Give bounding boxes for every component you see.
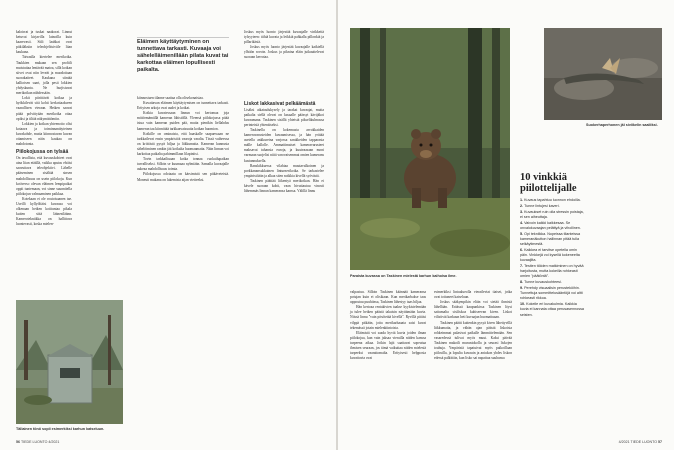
tip-number: 3. bbox=[520, 209, 524, 214]
tip-number: 6. bbox=[520, 247, 524, 252]
paragraph: Piilokojussa odotaatu on kärsimistä sen pitkäveteistä. Moneuti mukana on lukemista aijan vietteeksi. bbox=[137, 172, 229, 182]
tip-text: Tunne lintujesi kaveri. bbox=[524, 203, 560, 208]
magazine-issue: TIEDE LUONTO 4/2021 bbox=[20, 440, 60, 444]
paragraph: Taskinen päättää liikentyä merikotkan. Hän ei kävele suoraan kohti, vaan hivuttautuu vinosti lähemmäs linnun kameransa kanssa. Välillä linnu bbox=[244, 178, 324, 194]
page-number: 56 bbox=[16, 440, 20, 444]
tip-item bbox=[520, 232, 584, 248]
photo-caption: Tällainen tönö sopii esimerkiksi karhun katseluun. bbox=[16, 427, 105, 431]
paragraph: Taivaalla kiertelee merikotka. Taukkien mukaan sen profiili muistuttaa lentävää matoa, sillä kotkan siivet ovat niin leveät ja muodottaan suorakaiteet. Kaukana siintää kallioisen saari, jolla pesii lokkien yhdyskunta. Ne hurjistuvat merikotkan nähdessään. bbox=[16, 55, 72, 96]
paragraph: On tavallista, että kuvauskohteet ovat aina liian etäällä, vaikka aputas ehtiisi saavuttava teleohjektivi. Lähelle pääseminen sisältää sinsen mahdollisuus on usein piilokoju. Kun kotiverso olevan eläimen lempipaikat oppii tuntemaan, voi sinne suunnitella piilokojun valmaaminen paikkaa. bbox=[16, 156, 72, 196]
paragraph: esimerkiksi lintualueolla vieraileviat tiaiset, jotka ovat tottuneet katseluun. bbox=[434, 290, 512, 300]
paragraph: Tovin tarkkailtuaan kotka tonnaa ruokailupaikan turvalliseksi. Silloin se kuumaaa nylmiään. Samalla kuvaajalle aukeaa mahdollisuus toimia. bbox=[137, 157, 229, 172]
paragraph: kiinnostuen tilanne saattaa olla olisekonaisiaa. bbox=[137, 96, 204, 100]
page-number: 57 bbox=[658, 440, 662, 444]
subheading: Piilokojussa on tylsää bbox=[16, 149, 69, 156]
paragraph: Lokkien ja kotkan yhteenotto olisi kotaava ja toiminnantäyteinen kuvakohde, mutta kiinnostavan kuvan ottamiseen näin kaukaa on mahdotonta. bbox=[16, 121, 72, 147]
photo-caption: Suokerhaperhonen jäi siviikelin saaliiksi. bbox=[586, 123, 658, 127]
tip-item bbox=[520, 264, 584, 280]
tip-number: 1. bbox=[520, 198, 524, 202]
paragraph: kaloirrat ja tuskat naakorat. Linnut ketuvat kirjavilla lainoilla kuin kaarevasti. Siili laahkat ovat pitkiläksiin teleohjelitsiviile liian kaukana. bbox=[16, 30, 72, 55]
paragraph: Kuvattavan eläimen käyttäytymisen on tunnettava tarkasti. Erityisen arkoja ovat uudet ja kotkat. bbox=[137, 101, 229, 111]
paragraph: Kotekaan ei ole routoisaanen tae. Useilli kyllyöltäisi kuvausa voi olkenaan hetken kotituntaa pikala kuiten siitä läänestläänn. Kamerotekniikka on hallittava luontevasti, koska mielen- bbox=[16, 196, 72, 227]
tip-number: 10. bbox=[520, 302, 526, 307]
paragraph: Joskus myös luonto järjestää kuvaajalle virikkeitä tylsyyteen: tiihiä kuvata ja leikkiä pahkalla pillonkiä ja pillarikäsiä. bbox=[244, 30, 324, 45]
magazine-issue: 4/2021 TIEDE LUONTO bbox=[618, 440, 657, 444]
left-page bbox=[0, 0, 336, 450]
right-footer bbox=[619, 440, 662, 444]
lizard-butterfly-image bbox=[544, 28, 662, 120]
tip-text: Kuvaus tapahtuu luonnon ehdoilla. bbox=[524, 198, 581, 202]
forest-hide-image bbox=[16, 300, 123, 424]
tip-text: Kuvaukset ruin olla stressin poistaja, ei sen aiheuttaja. bbox=[520, 209, 584, 219]
tip-text: Perehdy visuaalisin perusteköihin. Tunnettuja sommittelusääntöjä voi altti rohkeasti rikkoa. bbox=[520, 286, 583, 301]
tip-item bbox=[520, 248, 584, 264]
right-column-1 bbox=[350, 290, 426, 361]
tip-number: 9. bbox=[520, 286, 524, 290]
hide-photo bbox=[16, 300, 123, 424]
right-column-2 bbox=[434, 290, 512, 361]
paragraph: Ranskikkuessa vilahtaa muutavalkoinen ja porkkanansukkainen linturnerikotka. Se tarkastelee ympäristöään ja alkaa siten noikkia kivellä syövästä. bbox=[244, 163, 324, 178]
tip-item bbox=[520, 210, 584, 220]
tip-item bbox=[520, 302, 584, 318]
tip-text: Vaivoin kaikki kaikkesaa. Se onvalokuvaajan pelättyä ja vihollinen. bbox=[520, 220, 581, 230]
paragraph: Kotkia kuvatessaan linnun voi kertomaa joja mittörmämällä kameran lähistöllä. Yleensä piilokojussa pitää istua vain kameran puiden pää, mutta pienikin liellahdus kameran taa kiinnittää tarkkaavaisuutta kotkan huomion. bbox=[137, 111, 229, 131]
tip-number: 2. bbox=[520, 203, 524, 208]
tip-text: Kaikkea ei tarvitse opetella omin päin. Vinkkejä voi kysellä kokeneelta kuvaajilta. bbox=[520, 247, 580, 263]
butterfly-photo bbox=[544, 28, 662, 120]
tip-number: 7. bbox=[520, 264, 524, 268]
left-column-1 bbox=[16, 30, 72, 227]
left-footer bbox=[16, 440, 59, 444]
sidebar-title: 10 vinkkiä piilottelijalle bbox=[520, 172, 577, 194]
tip-number: 5. bbox=[520, 231, 524, 236]
paragraph: Joskus sääkympikin eläin voi sietää ihmistä lähellään. Eräässä kaupunkissa Taskinen löysi sattumalta sisiliskoa kuhiseevan kiven. Liskot vilistivät karkuun heti kuvaajan huomattuaan. bbox=[434, 300, 512, 320]
paragraph: valpastuu. Silloin Taskinen käännää kameransa potujan kuin ei olisikaan. Kun merikarhakse taas uppoutuu puuhiinsa, Taskinen lähestyy taas hiljaa. bbox=[350, 290, 426, 305]
tip-item bbox=[520, 198, 584, 203]
tip-text: Testien tiöiden matkiminen on hyvää harjoitusta, mutta kokeilla rohkeasti omien "päätöntä". bbox=[520, 264, 584, 279]
paragraph: Lokit piirittävät kotkaa ja hyökkilevät sitä kohti kerkottaakseen vaarallisen vieraan. Hetken saavat pitää polvittyään merikotka ottaa opiksi ja tiltää näkymättömiin. bbox=[16, 96, 72, 121]
tip-text: Kokeile eri kuvakulmia. Kaikkia kuvia ei kannata ottaa perusasennossa seisten. bbox=[520, 302, 584, 317]
tip-item bbox=[520, 280, 584, 285]
tip-item bbox=[520, 204, 584, 209]
subheading: Liskot lakkasivat pelkäämästä bbox=[244, 100, 316, 107]
photo-caption: Paraista kuvassa on Taskinen mielestä karhun kaihoisa ilme. bbox=[350, 274, 457, 278]
paragraph: Kotkille on ominaista, että haaskalle saapuessaan ne tarkkailevat ensin ympäristöä vaaroja varalta. Tässä vaiheessa on kriittistä pysyä hiljaa ja liikkumatta. Kameran kannusta sähelöiminen rankin jää kotkalta huomaamatta. Näin linnun voi karkottaa paikalta pahimmillaan lilapinitsi. bbox=[137, 131, 229, 157]
paragraph: Taskinen päätti kuitenkin pysyä kiven lähettyvillä liikkumatta, ja vähän ajan päästä liskoista rohkeimmat palasivat paikalle lämmittelemään. Sen vasaredessä tulivat myös muut. Kaksi päivää Taskinen makoili muruniokolla ja seurasi liskojen touhuja. Ympäristä tapatuivat myös paikoillaan piilosilla, ja lopulta kuvauin ja aniukon yhdes liskon edessä palkittiin, kun lisko sai napattua suuhunsa bbox=[434, 320, 512, 361]
bear-photo bbox=[350, 28, 510, 270]
tip-number: 4. bbox=[520, 220, 524, 225]
tip-text: Tunne kuvauskohteesi. bbox=[524, 280, 562, 285]
right-page bbox=[338, 0, 674, 450]
paragraph: Hän kertoaa rentakivien taakse kyykistelemään ja tulee hetken päästä takaisin näyttämään kuvia. Niissä linnu "vain pösötetää kivellä". Ryvillä pitäisi vilppä pitkään, jotta merikarhaaata saisi kuvat tekemässä jotain mielenkiintoista. bbox=[350, 305, 426, 330]
paragraph: Eläimistä voi saada hyviä kuvia joiden ilman piilokojua, kun vain jaksaa vierailla niiden kanssa turpeena aikaa. Jotkin lajit saattavat sopeutua ihmisen seuraan, jos tämä vaikuttaa niiden mielestä tarpeeksi vaarattomalta. Erityisesti helpposia kuvattavia ovat bbox=[350, 330, 426, 361]
pull-quote: Eläimen käyttäytyminen on tunnettava tarkasti. Kuvaaja voi sähelelläimenillään pilata kuvat tai karkottaa eläimen lopullisesti paikalta. bbox=[137, 39, 229, 73]
tip-item bbox=[520, 286, 584, 302]
tip-text: Opi tekniikka. Nopeissa tilanteissa kameranäkutton hallinnan pitää tulla selkäytimestä. bbox=[520, 231, 581, 246]
left-column-3 bbox=[244, 30, 324, 194]
paragraph: Joskus myös luonto järjestää kuvaajalle kaikiellä ylhtiön rovoin. Joskus ja piknina eläin jutkauttelevat suoraan kerrotaa. bbox=[244, 45, 324, 60]
left-column-2 bbox=[137, 96, 229, 183]
tips-sidebar bbox=[520, 172, 584, 318]
tip-item bbox=[520, 221, 584, 231]
paragraph: Lisäksi aikataulukysely ja tarakat kuvaajat, mutta paikalta siellä olevat on kasaalle päässyt kävijäkoi kuvaamana. Taskinen sisällä yhteistä pikselikulmassa perinteisiä yhtenäiseksi. bbox=[244, 107, 324, 127]
tips-list bbox=[520, 198, 584, 318]
paragraph: Taskinella on kokemusta arvokkaiden kameravarusteiden kuvaamisessa, ja hän yrittää asetella ankkureina varjossa sarakkeiden tapparasta mälle kallolle. Ammattimaiset kameravarusteet maksavat tuhansia euroja, ja kuuteaasaan moni varmaan suojelisi niitä varovaisemmat omien kamerans kustannuksella. bbox=[244, 127, 324, 163]
tip-number: 8. bbox=[520, 280, 524, 285]
bear-forest-image bbox=[350, 28, 510, 270]
